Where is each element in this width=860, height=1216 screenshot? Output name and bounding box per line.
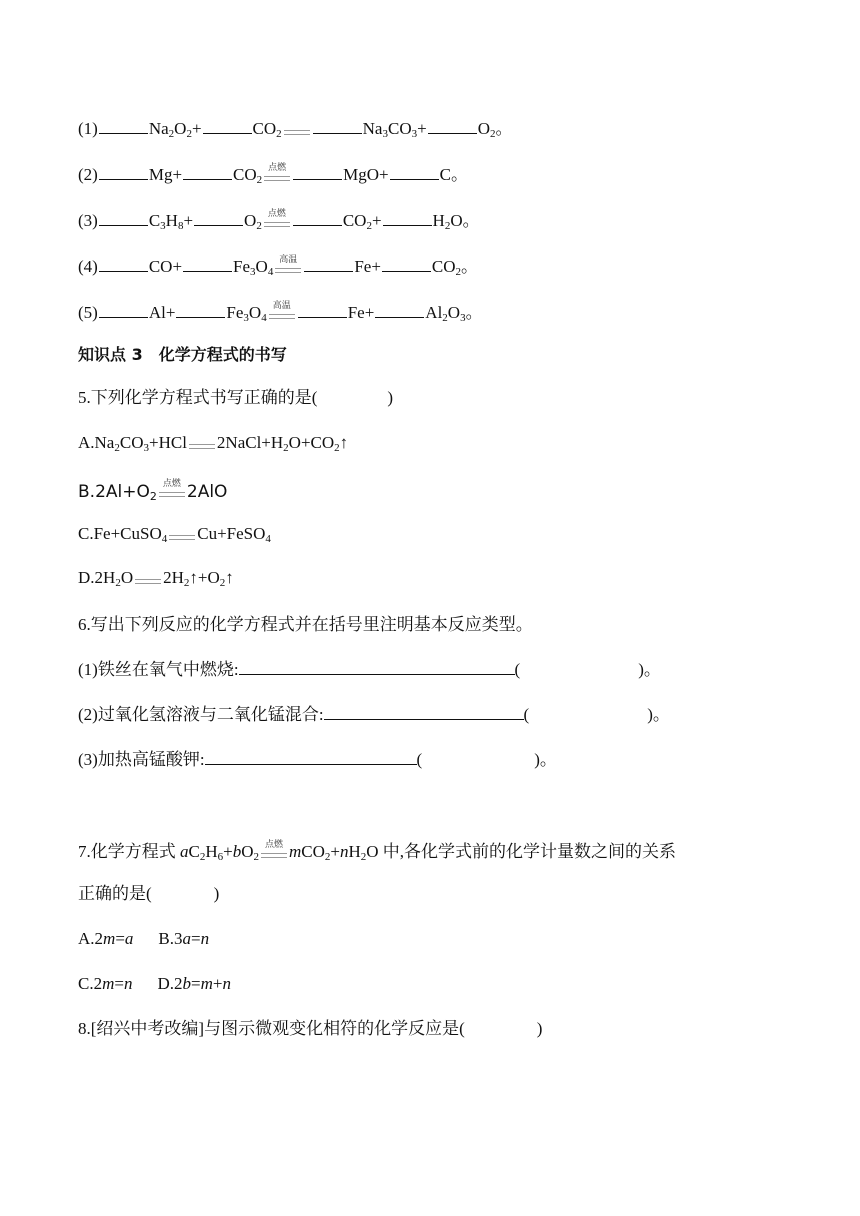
balance-q2: (2) $Mg+ CO_2$ 点燃 MgO+ C。 <box>78 163 468 186</box>
blank[interactable] <box>293 165 342 180</box>
balance-q4: (4) $CO+ Fe_3O_4$ 高温 $Fe+ CO_2$。 <box>78 255 479 278</box>
blank[interactable] <box>298 303 347 318</box>
reaction-arrow: 高温 <box>274 257 302 279</box>
blank[interactable] <box>183 165 232 180</box>
question-5-stem: 5.下列化学方程式书写正确的是( ) <box>78 388 394 407</box>
blank[interactable] <box>99 303 148 318</box>
q5-option-a[interactable]: $A.Na_2CO_3+HCl$ $2NaCl+H_2O+CO_2↑$ <box>78 433 349 454</box>
reaction-arrow: 高温 <box>268 303 296 325</box>
q7-option-d[interactable]: D.2b=m+n <box>157 974 231 993</box>
q6-item-3: (3)加热高锰酸钾: ( )。 <box>78 750 557 769</box>
answer-line[interactable] <box>324 705 524 720</box>
question-7-stem: 7.化学方程式 $aC_2H_6+bO_2$ 点燃 $mCO_2+nH_2O$ 中,各化学式前的化学计量数之间的关系 <box>78 840 677 863</box>
q6-item-2: (2)过氧化氢溶液与二氧化锰混合: ( )。 <box>78 705 670 724</box>
reaction-arrow: 点燃 <box>260 842 288 864</box>
q7-option-b[interactable]: B.3a=n <box>158 929 210 948</box>
q1-label: (1) <box>78 119 98 138</box>
blank[interactable] <box>99 119 148 134</box>
question-7-line2: 正确的是( ) <box>78 884 220 903</box>
blank[interactable] <box>194 211 243 226</box>
balance-q1: (1) $Na_2O_2+ CO_2$ $Na_3CO_3+ O_2$。 <box>78 119 513 140</box>
answer-line[interactable] <box>239 660 515 675</box>
reaction-arrow: 点燃 <box>158 481 186 503</box>
question-8-stem: 8.[绍兴中考改编]与图示微观变化相符的化学反应是( ) <box>78 1019 543 1038</box>
reaction-arrow: 点燃 <box>263 211 291 233</box>
blank[interactable] <box>99 165 148 180</box>
blank[interactable] <box>176 303 225 318</box>
blank[interactable] <box>99 211 148 226</box>
reaction-arrow: 点燃 <box>263 165 291 187</box>
balance-q3: (3) $C_3H_8+ O_2$ 点燃 $CO_2+ H_2O$。 <box>78 209 480 232</box>
q7-option-a[interactable]: A.2m=a <box>78 929 134 948</box>
q7-option-c[interactable]: C.2m=n <box>78 974 133 993</box>
blank[interactable] <box>428 119 477 134</box>
q5-option-d[interactable]: $D.2H_2O$ $2H_2↑+O_2↑$ <box>78 568 234 589</box>
blank[interactable] <box>390 165 439 180</box>
blank[interactable] <box>293 211 342 226</box>
blank[interactable] <box>382 257 431 272</box>
blank[interactable] <box>304 257 353 272</box>
answer-line[interactable] <box>205 750 417 765</box>
equals-arrow <box>134 568 162 590</box>
equals-arrow <box>168 524 196 546</box>
equals-arrow <box>283 119 311 141</box>
equals-arrow <box>188 433 216 455</box>
q6-item-1: (1)铁丝在氧气中燃烧: ( )。 <box>78 660 661 679</box>
q7-options-ab <box>78 928 209 950</box>
question-6-stem: 6.写出下列反应的化学方程式并在括号里注明基本反应类型。 <box>78 615 533 634</box>
blank[interactable] <box>313 119 362 134</box>
blank[interactable] <box>99 257 148 272</box>
section-heading: 知识点 3 化学方程式的书写 <box>78 345 287 364</box>
blank[interactable] <box>375 303 424 318</box>
q5-option-b[interactable]: $B.2Al+O_2$ 点燃 2AlO <box>78 479 228 503</box>
q7-options-cd <box>78 973 231 995</box>
blank[interactable] <box>383 211 432 226</box>
balance-q5: (5) $Al+ Fe_3O_4$ 高温 $Fe+ Al_2O_3$。 <box>78 301 483 324</box>
q5-option-c[interactable]: C.Fe+CuSO$_4$ Cu+FeSO$_4$ <box>78 524 271 545</box>
blank[interactable] <box>203 119 252 134</box>
blank[interactable] <box>183 257 232 272</box>
